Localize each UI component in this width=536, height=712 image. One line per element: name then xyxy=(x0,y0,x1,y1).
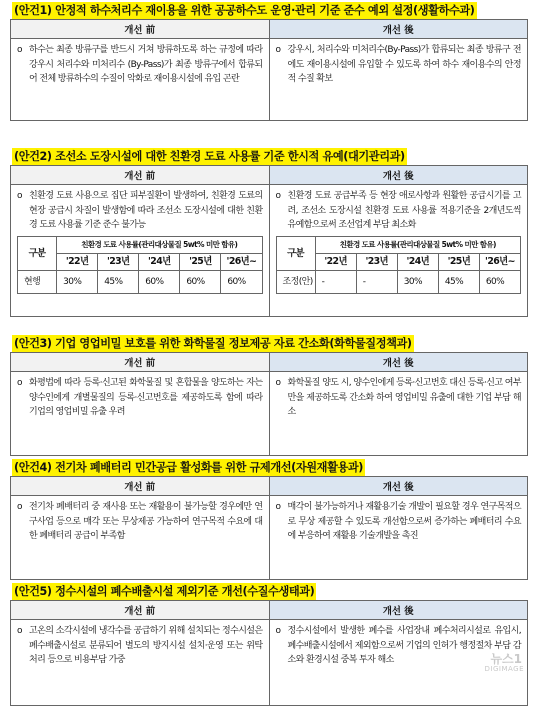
agenda-4-table xyxy=(10,476,528,580)
agenda-3-after: o 화학물질 양도 시, 양수인에게 등록·신고번호 대신 등록·신고 여부만을 제공하도록 간소화 하여 영업비밀 유출에 대한 기업 부담 해소 xyxy=(269,372,528,456)
agenda-1-table xyxy=(10,19,528,121)
before-header: 개선 前 xyxy=(11,353,270,372)
agenda-4-before: o 전기차 폐배터리 중 재사용 또는 재활용이 불가능할 경우에만 연구사업 등으로 매각 또는 무상제공 가능하여 연구목적 수요에 대한 폐배터리 공급이 부족함 xyxy=(11,496,270,580)
agenda-2-title: (안건2) 조선소 도장시설에 대한 친환경 도료 사용률 기준 한시적 유예(대기관리과) xyxy=(14,150,405,163)
agenda-3-table xyxy=(10,352,528,456)
agenda-2-table xyxy=(10,165,528,317)
agenda-1 xyxy=(10,2,528,121)
agenda-4-after: o 매각이 불가능하거나 재활용기술 개발이 필요할 경우 연구목적으로 무상 제공할 수 있도록 개선함으로써 증가하는 폐배터리 수요에 부응하여 재활용 기술개발을 촉진 xyxy=(269,496,528,580)
agenda-2-after: o 친환경 도료 공급부족 등 현장 애로사항과 원활한 공급시기를 고려, 조선소 도장시설 친환경 도료 사용률 적용기준을 2개년도씩 유예함으로써 조선업계 부담 최소화 구분 친환경 도료 사용률(관리대상물질 5wt% 미만 함유) '22년 '23년 '24년 '25년 '26년~ 조정(안) - - 30% 45% 60% xyxy=(269,185,528,317)
usage-rate-table-current: 구분 친환경 도료 사용률(관리대상물질 5wt% 미만 함유) '22년 '23년 '24년 '25년 '26년~ 현행 30% 45% 60% 60% 60% xyxy=(17,236,263,294)
agenda-5-title: (안건5) 정수시설의 폐수배출시설 제외기준 개선(수질수생태과) xyxy=(14,585,315,598)
agenda-3 xyxy=(10,335,528,456)
agenda-2 xyxy=(10,148,528,317)
after-header: 개선 後 xyxy=(269,601,528,620)
agenda-2-before: o 친환경 도료 사용으로 집단 피부질환이 발생하여, 친환경 도료의 현장 공급시 차질이 발생함에 따라 조선소 도장시설에 대한 친환경 도료 사용률 기준 준수 불가능 구분 친환경 도료 사용률(관리대상물질 5wt% 미만 함유) '22년 '23년 '24년 '25년 '26년~ 현행 30% 45% 60% 60% 60% xyxy=(11,185,270,317)
watermark-sub: DIGIMAGE xyxy=(484,665,524,673)
after-header: 개선 後 xyxy=(269,353,528,372)
usage-rate-table-proposed: 구분 친환경 도료 사용률(관리대상물질 5wt% 미만 함유) '22년 '23년 '24년 '25년 '26년~ 조정(안) - - 30% 45% 60% xyxy=(276,236,522,294)
before-header: 개선 前 xyxy=(11,166,270,185)
agenda-1-title: (안건1) 안정적 하수처리수 재이용을 위한 공공하수도 운영·관리 기준 준수 예외 설정(생활하수과) xyxy=(14,4,475,17)
after-header: 개선 後 xyxy=(269,477,528,496)
before-header: 개선 前 xyxy=(11,20,270,39)
agenda-1-after: o 강우시, 처리수와 미처리수(By-Pass)가 합류되는 최종 방류구 전에도 재이용시설에 유입할 수 있도록 하여 하수 재이용수의 안정적 수질 확보 xyxy=(269,39,528,121)
agenda-5-table xyxy=(10,600,528,706)
agenda-3-title: (안건3) 기업 영업비밀 보호를 위한 화학물질 정보제공 자료 간소화(화학물질정책과) xyxy=(14,337,412,350)
agenda-5-after: o 정수시설에서 발생한 폐수를 사업장내 폐수처리시설로 유입시, 폐수배출시설에서 제외함으로써 기업의 인허가 행정절차 부담 감소와 환경시설 중복 투자 해소 xyxy=(269,620,528,706)
watermark-logo: 뉴스1 xyxy=(490,652,522,666)
agenda-3-before: o 화평법에 따라 등록·신고된 화학물질 및 혼합물을 양도하는 자는 양수인에게 개별물질의 등록·신고번호를 제공하도록 함에 따라 기업의 영업비밀 유출 우려 xyxy=(11,372,270,456)
agenda-1-before: o 하수는 최종 방류구를 반드시 거쳐 방류하도록 하는 규정에 따라 강우시 처리수와 미처리수 (By-Pass)가 최종 방류구에서 합류되어 전체 방류하수의 수질이 악화로 재이용시설에 유입 곤란 xyxy=(11,39,270,121)
after-header: 개선 後 xyxy=(269,20,528,39)
agenda-5 xyxy=(10,583,528,706)
agenda-5-before: o 고온의 소각시설에 냉각수를 공급하기 위해 설치되는 정수시설은 폐수배출시설로 분류되어 별도의 방지시설 설치·운영 또는 위탁처리 등으로 비용부담 가중 xyxy=(11,620,270,706)
before-header: 개선 前 xyxy=(11,477,270,496)
before-header: 개선 前 xyxy=(11,601,270,620)
agenda-4-title: (안건4) 전기차 폐배터리 민간공급 활성화를 위한 규제개선(자원재활용과) xyxy=(14,461,364,474)
agenda-4 xyxy=(10,459,528,580)
after-header: 개선 後 xyxy=(269,166,528,185)
